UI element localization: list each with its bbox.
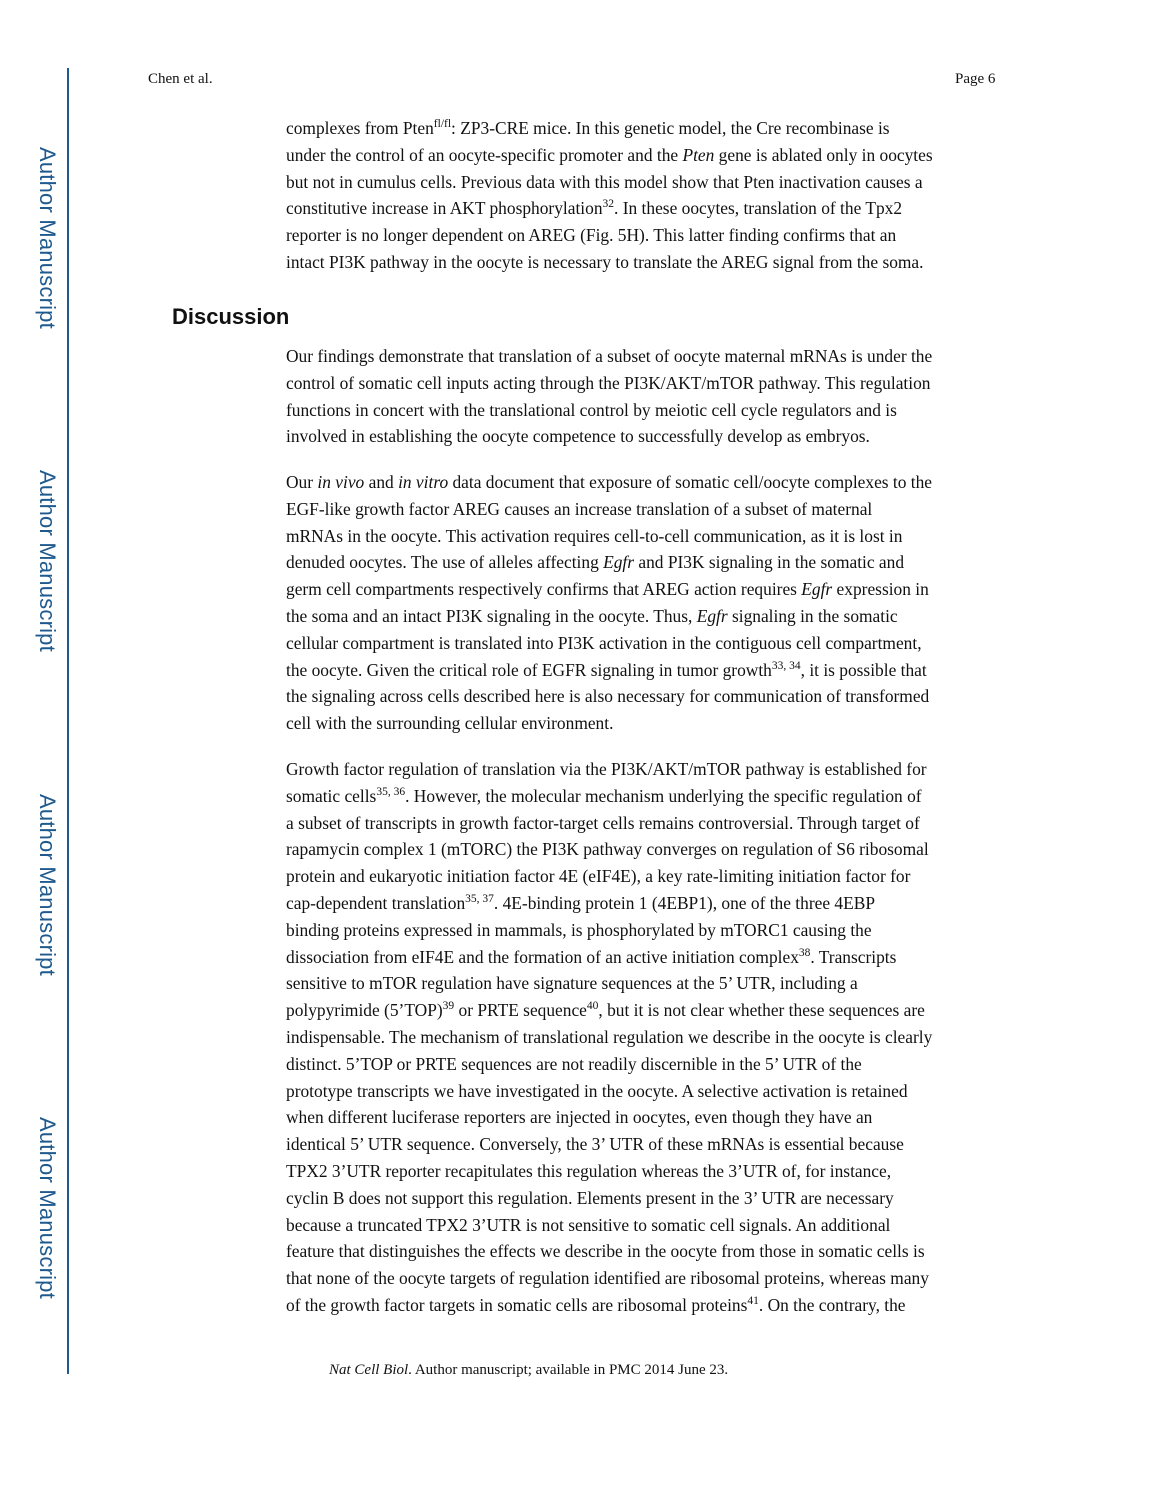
page-number: Page 6 [955, 71, 996, 87]
text-run: feature that distinguishes the effects we describe in the oocyte from those in somatic cells is [286, 1241, 925, 1262]
text-run: the soma and an intact PI3K signaling in the oocyte. Thus, [286, 605, 697, 626]
text-line [286, 630, 1002, 657]
text-run: : ZP3-CRE mice. In this genetic model, the Cre recombinase is [451, 118, 890, 138]
author-manuscript-watermark: Author Manuscript [35, 147, 60, 329]
text-run: cell with the surrounding cellular environment. [286, 713, 614, 734]
text-run: , it is possible that [800, 659, 927, 680]
text-run: . However, the molecular mechanism underlying the specific regulation of [405, 785, 922, 806]
text-run: prototype transcripts we have investigated in the oocyte. A selective activation is retained [286, 1080, 908, 1101]
text-run: Our findings demonstrate that translation of a subset of oocyte maternal mRNAs is under the [286, 346, 933, 366]
text-line [286, 1212, 1002, 1239]
text-line [286, 1238, 1002, 1265]
text-run: germ cell compartments respectively confirms that AREG action requires [286, 579, 802, 600]
text-run: constitutive increase in AKT phosphorylation [286, 198, 603, 219]
text-line [286, 890, 1002, 917]
text-run: Growth factor regulation of translation via the PI3K/AKT/mTOR pathway is established for [286, 759, 927, 779]
italic-term: in vitro [398, 472, 449, 492]
text-line [286, 222, 1002, 249]
text-line [286, 756, 1002, 783]
footer-citation [329, 1362, 728, 1379]
text-run: and [364, 472, 399, 492]
text-line [286, 142, 1002, 169]
text-run: intact PI3K pathway in the oocyte is necessary to translate the AREG signal from the soma. [286, 251, 924, 272]
text-line [286, 1158, 1002, 1185]
text-run: sensitive to mTOR regulation have signature sequences at the 5’ UTR, including a [286, 973, 858, 994]
text-run: data document that exposure of somatic cell/oocyte complexes to the [448, 472, 933, 492]
text-line [286, 970, 1002, 997]
text-line [286, 810, 1002, 837]
running-head-authors: Chen et al. [148, 71, 213, 87]
text-run: expression in [832, 579, 929, 600]
text-run: . 4E-binding protein 1 (4EBP1), one of the three 4EBP [493, 892, 875, 913]
text-run: functions in concert with the translational control by meiotic cell cycle regulators and is [286, 399, 897, 420]
text-line [286, 836, 1002, 863]
italic-term: Egfr [801, 579, 833, 600]
text-line [286, 343, 1002, 370]
footer-text: . Author manuscript; available in PMC 2014 June 23. [408, 1362, 729, 1378]
text-run: indispensable. The mechanism of translational regulation we describe in the oocyte is clearly [286, 1026, 933, 1047]
reference-superscript: fl/fl [433, 118, 452, 130]
discussion-paragraph-1 [286, 343, 1002, 450]
text-line [286, 1078, 1002, 1105]
text-run: when different luciferase reporters are injected in oocytes, even though they have an [286, 1107, 873, 1128]
text-run: control of somatic cell inputs acting through the PI3K/AKT/mTOR pathway. This regulation [286, 372, 931, 393]
text-line [286, 710, 1002, 737]
text-run: that none of the oocyte targets of regulation identified are ribosomal proteins, whereas many [286, 1268, 929, 1289]
text-run: . Transcripts [810, 946, 897, 967]
text-run: of the growth factor targets in somatic cells are ribosomal proteins [286, 1294, 748, 1315]
reference-superscript: 40 [586, 1000, 599, 1013]
text-run: EGF-like growth factor AREG causes an increase translation of a subset of maternal [286, 498, 873, 519]
text-run: involved in establishing the oocyte competence to successfully develop as embryos. [286, 426, 870, 447]
text-line [286, 249, 1002, 276]
reference-superscript: 35, 37 [465, 892, 494, 905]
text-run: and PI3K signaling in the somatic and [634, 552, 905, 573]
text-run: . In these oocytes, translation of the Tpx2 [614, 198, 903, 219]
text-run: binding proteins expressed in mammals, is phosphorylated by mTORC1 causing the [286, 919, 872, 940]
text-line [286, 997, 1002, 1024]
discussion-paragraph-2 [286, 469, 1002, 737]
text-run: rapamycin complex 1 (mTORC) the PI3K pathway converges on regulation of S6 ribosomal [286, 839, 929, 860]
text-run: signaling in the somatic [727, 605, 898, 626]
text-run: because a truncated TPX2 3’UTR is not sensitive to somatic cell signals. An additional [286, 1214, 891, 1235]
text-line [286, 1292, 1002, 1319]
text-run: or PRTE sequence [454, 1000, 587, 1021]
reference-superscript: 39 [442, 1000, 455, 1013]
text-run: Our [286, 472, 318, 492]
text-line [286, 1131, 1002, 1158]
text-run: dissociation from eIF4E and the formation of an active initiation complex [286, 946, 799, 967]
text-run: , but it is not clear whether these sequences are [598, 1000, 925, 1021]
text-line [286, 423, 1002, 450]
text-run: under the control of an oocyte-specific promoter and the [286, 144, 683, 165]
italic-term: Egfr [696, 605, 728, 626]
text-line [286, 944, 1002, 971]
text-run: the oocyte. Given the critical role of EGFR signaling in tumor growth [286, 659, 772, 680]
text-line [286, 549, 1002, 576]
intro-paragraph [286, 115, 1002, 276]
text-line [286, 370, 1002, 397]
text-run: polypyrimide (5’TOP) [286, 1000, 443, 1021]
text-run: reporter is no longer dependent on AREG (Fig. 5H). This latter finding confirms that an [286, 225, 897, 246]
text-run: identical 5’ UTR sequence. Conversely, the 3’ UTR of these mRNAs is essential because [286, 1134, 904, 1155]
text-line [286, 576, 1002, 603]
reference-superscript: 32 [602, 198, 615, 211]
text-run: somatic cells [286, 785, 377, 806]
text-line [286, 115, 1002, 142]
italic-term: Pten [682, 144, 715, 165]
text-run: cyclin B does not support this regulation. Elements present in the 3’ UTR are necessary [286, 1187, 894, 1208]
text-line [286, 523, 1002, 550]
text-run: protein and eukaryotic initiation factor 4E (eIF4E), a key rate-limiting initiation factor for [286, 866, 911, 887]
text-line [286, 1051, 1002, 1078]
italic-term: Egfr [603, 552, 635, 573]
reference-superscript: 33, 34 [771, 659, 801, 672]
text-line [286, 1265, 1002, 1292]
text-line [286, 863, 1002, 890]
discussion-paragraph-3 [286, 756, 1002, 1319]
text-line [286, 1024, 1002, 1051]
text-run: the signaling across cells described here is also necessary for communication of transformed [286, 686, 930, 707]
text-run: . On the contrary, the [758, 1294, 906, 1315]
text-line [286, 1185, 1002, 1212]
text-run: cap-dependent translation [286, 892, 466, 913]
journal-name: Nat Cell Biol [329, 1362, 409, 1378]
author-manuscript-watermark: Author Manuscript [35, 470, 60, 652]
margin-rule [67, 68, 69, 1374]
text-line [286, 783, 1002, 810]
italic-term: in vivo [317, 472, 365, 492]
text-line [286, 195, 1002, 222]
text-line [286, 917, 1002, 944]
text-run: a subset of transcripts in growth factor-target cells remains controversial. Through target of [286, 812, 920, 833]
text-run: TPX2 3’UTR reporter recapitulates this regulation whereas the 3’UTR of, for instance, [286, 1160, 892, 1181]
text-line [286, 496, 1002, 523]
text-run: gene is ablated only in oocytes [714, 144, 933, 165]
reference-superscript: 35, 36 [376, 785, 406, 798]
text-run: denuded oocytes. The use of alleles affecting [286, 552, 604, 573]
text-line [286, 397, 1002, 424]
text-line [286, 657, 1002, 684]
text-line [286, 683, 1002, 710]
text-line [286, 469, 1002, 496]
author-manuscript-watermark: Author Manuscript [35, 794, 60, 976]
text-run: cellular compartment is translated into PI3K activation in the contiguous cell compartment, [286, 632, 922, 653]
text-line [286, 169, 1002, 196]
reference-superscript: 38 [798, 946, 811, 959]
text-line [286, 1104, 1002, 1131]
section-heading-discussion: Discussion [172, 304, 290, 329]
text-run: but not in cumulus cells. Previous data with this model show that Pten inactivation causes a [286, 171, 923, 192]
author-manuscript-watermark: Author Manuscript [35, 1117, 60, 1299]
text-line [286, 603, 1002, 630]
text-run: distinct. 5’TOP or PRTE sequences are not readily discernible in the 5’ UTR of the [286, 1053, 862, 1074]
text-run: complexes from Pten [286, 118, 434, 138]
reference-superscript: 41 [747, 1294, 759, 1307]
text-run: mRNAs in the oocyte. This activation requires cell-to-cell communication, as it is lost in [286, 525, 903, 546]
